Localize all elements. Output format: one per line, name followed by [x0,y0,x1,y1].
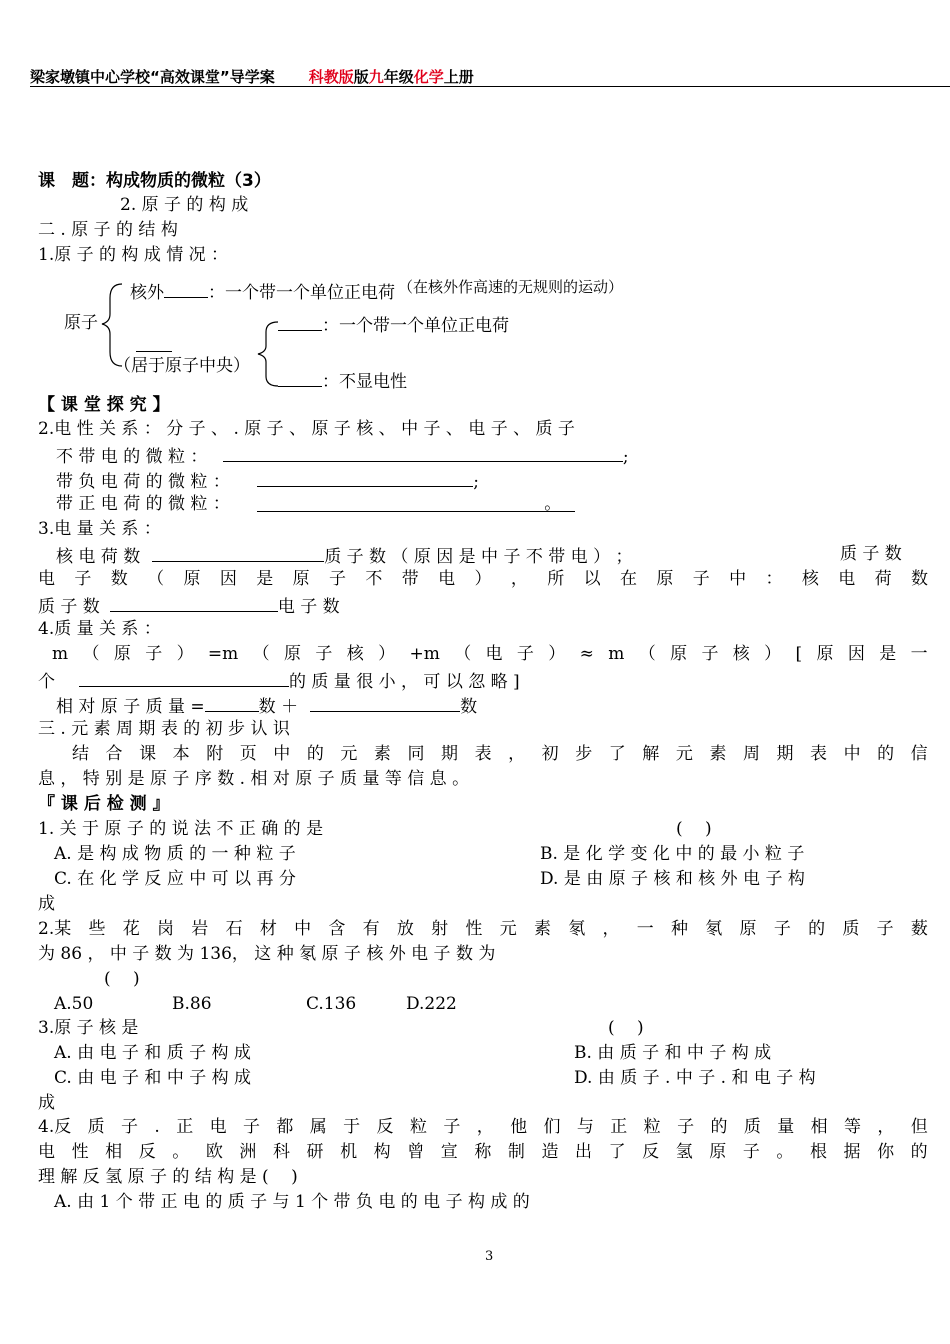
text-glyph: 相 [810,1117,828,1137]
text-glyph: （ [638,644,656,664]
text-glyph: 薮 [910,919,928,939]
header-edition-suffix: 版 [353,68,369,86]
text-glyph: 电 [838,569,856,589]
text-glyph: 子 [315,644,333,664]
text-glyph: 数 [911,569,928,589]
text-glyph: 与 [576,1117,594,1137]
text-glyph: 表 [810,744,828,764]
nucleus-note: （居于原子中央） [114,356,250,376]
text-glyph: 周 [742,744,760,764]
blank-electron [164,279,208,298]
text-glyph: ， [510,569,528,589]
text-glyph: 氡 [568,919,586,939]
text-glyph: 电 [38,569,55,589]
text-glyph: 岩 [191,919,209,939]
text-glyph: ） [764,644,782,664]
text-glyph: 的 [306,744,324,764]
text-glyph: 子 [773,919,791,939]
text-glyph: 以 [583,569,601,589]
text-glyph: 2.某 [38,919,72,939]
text-glyph: 4.反 [38,1117,72,1137]
neutron-desc: ：不显电性 [322,372,407,392]
t2-option-a[interactable]: A.50 [54,994,94,1014]
q3-line3 [38,593,340,618]
text-glyph: =m [207,644,239,664]
text-glyph: （ [82,644,100,664]
inner-brace [258,322,278,386]
text-glyph: 射 [431,919,449,939]
q4-num: 数 [460,697,478,717]
q4-line3 [56,693,477,718]
text-glyph: （ [252,644,270,664]
text-glyph: 出 [575,1142,592,1162]
text-glyph: 都 [276,1117,294,1137]
text-glyph: 些 [88,919,106,939]
q2-positive-label: 带 正 电 荷 的 微 粒 ： [56,494,230,514]
text-glyph: 数 [110,569,128,589]
text-glyph: 原 [183,569,201,589]
t2-option-b[interactable]: B.86 [172,994,212,1014]
text-glyph: 相 [105,1142,123,1162]
blank-positive [257,493,575,512]
q3-reason: 质 子 数 （ 原 因 是 中 子 不 带 电 ） ； [324,547,633,567]
text-glyph: 氡 [705,919,723,939]
neutron-row [278,368,407,393]
text-glyph: 期 [441,744,459,764]
q3-line1 [56,543,632,568]
text-glyph: 制 [507,1142,525,1162]
text-glyph: 的 [910,1142,928,1162]
q2-neutral-label: 不 带 电 的 微 粒 ： [56,447,208,467]
text-glyph: 解 [642,744,660,764]
t4-option-a[interactable]: A. 由 1 个 带 正 电 的 质 子 与 1 个 带 负 电 的 电 子 构 成 的 [54,1192,530,1212]
text-glyph: 子 [876,919,894,939]
proton-desc: ：一个带一个单位正电荷 [322,316,509,336]
q3-lead: 3.电 量 关 系 ： [38,519,161,539]
text-glyph: . [154,1117,160,1137]
blank-q3-a [152,543,324,562]
text-glyph: [ [795,644,803,664]
text-glyph: 性 [71,1142,89,1162]
text-glyph: 电 [485,644,503,664]
text-glyph: 你 [877,1142,895,1162]
t3-option-a[interactable]: A. 由 电 子 和 质 子 构 成 [54,1043,251,1063]
text-glyph: 中 [294,919,312,939]
text-glyph: ≈ [579,644,594,664]
text-glyph: 性 [465,919,483,939]
text-glyph: ， [476,1117,494,1137]
text-glyph: 质 [743,1117,761,1137]
text-glyph: 原 [113,644,131,664]
text-glyph: 同 [407,744,425,764]
blank-neutral [223,443,623,462]
q2-lead: 2.电 性 关 系 ： 分 子 、 . 原 子 、 原 子 核 、 中 子 、 电 子 、 质 子 [38,419,575,439]
text-glyph: 表 [474,744,492,764]
text-glyph: 信 [910,744,928,764]
q2-neutral [56,443,629,468]
text-glyph: 氢 [675,1142,693,1162]
t1-option-d[interactable]: D. 是 由 原 子 核 和 核 外 电 子 构 [540,869,805,889]
text-glyph: 粒 [409,1117,427,1137]
text-glyph: 素 [533,919,551,939]
text-glyph: 材 [259,919,277,939]
text-glyph: 含 [328,919,346,939]
q4-ge: 个 [38,672,55,692]
test-title: 『 课 后 检 测 』 [38,794,170,814]
text-glyph: 构 [373,1142,391,1162]
header-edition: 科教版 [308,68,354,86]
t2-answer-paren[interactable]: ( ) [104,969,140,989]
text-glyph: ： [765,569,783,589]
q4-reason: 的 质 量 很 小 ， 可 以 忽 略 ] [289,672,520,692]
header-school: 梁家墩镇中心学校“高效课堂”导学案 [30,68,275,86]
q3-electron-count: 电 子 数 [277,597,340,617]
text-glyph: 核 [732,644,750,664]
text-glyph: 的 [710,1117,728,1137]
text-glyph: m [52,644,69,664]
sub-title: 2. 原 子 的 构 成 [120,195,249,215]
t3-option-c[interactable]: C. 由 电 子 和 中 子 构 成 [54,1068,252,1088]
text-glyph: 素 [373,744,391,764]
text-glyph: ） [378,644,396,664]
outer-label: 核外 [130,283,164,303]
text-glyph: 据 [843,1142,861,1162]
text-glyph: 原 [816,644,834,664]
q3-proton: 质 子 数 [840,544,902,564]
q3-proton-count: 质 子 数 [38,597,100,617]
t2-option-c[interactable]: C.136 [306,994,357,1014]
text-glyph: 机 [340,1142,358,1162]
text-glyph: 步 [575,744,593,764]
t3-option-b[interactable]: B. 由 质 子 和 中 子 构 成 [574,1043,772,1063]
q4-plus: 数 ＋ [258,697,299,717]
text-glyph: 造 [541,1142,559,1162]
text-glyph: 中 [273,744,291,764]
text-glyph: 称 [474,1142,492,1162]
text-glyph: 根 [809,1142,827,1162]
text-glyph: +m [409,644,440,664]
text-glyph: 结 [72,744,89,764]
outer-brace [102,284,122,366]
text-glyph: 量 [777,1117,795,1137]
text-glyph: 因 [847,644,865,664]
text-glyph: 子 [443,1117,461,1137]
q2-negative-label: 带 负 电 荷 的 微 粒 ： [56,472,230,492]
text-glyph: 原 [709,1142,727,1162]
blank-nucleus [136,333,172,352]
text-glyph: 因 [219,569,237,589]
text-glyph: 子 [329,569,346,589]
text-glyph: 电 [209,1117,227,1137]
t1-option-a[interactable]: A. 是 构 成 物 质 的 一 种 粒 子 [54,844,296,864]
text-glyph: 附 [206,744,224,764]
text-glyph: 反 [642,1142,660,1162]
text-glyph: 子 [145,644,163,664]
text-glyph: 元 [675,744,693,764]
periodic-line1 [72,743,928,765]
text-glyph: 子 [677,1117,695,1137]
electron-row [130,279,395,304]
text-glyph: 的 [877,744,895,764]
text-glyph: 于 [343,1117,361,1137]
text-glyph: 合 [105,744,123,764]
blank-q3-b [110,593,278,612]
page-number: 3 [485,1249,494,1264]
text-glyph: 素 [709,744,727,764]
text-glyph: 岗 [157,919,175,939]
text-glyph: 欧 [205,1142,223,1162]
text-glyph: ， [602,919,620,939]
text-glyph: 元 [340,744,358,764]
t3-option-d[interactable]: D. 由 质 子 . 中 子 . 和 电 子 构 [574,1068,816,1088]
header-grade-num: 九 [368,68,384,86]
header-subject: 化学 [413,68,444,86]
text-glyph: 不 [365,569,383,589]
text-glyph: 电 [38,1142,55,1162]
electron-motion-note: （在核外作高速的无规则的运动） [398,278,624,296]
text-glyph: 原 [284,644,302,664]
text-glyph: ， [508,744,526,764]
blank-neutron [278,368,322,387]
text-glyph: 了 [608,744,626,764]
text-glyph: 花 [122,919,140,939]
t1-option-d-cont: 成 [38,894,55,914]
text-glyph: 了 [608,1142,626,1162]
text-glyph: 属 [309,1117,327,1137]
text-glyph: 的 [808,919,826,939]
blank-q4-b [205,693,259,712]
q2-neutral-end: ; [622,447,629,467]
t2-line2: 为 86 ， 中 子 数 为 136， 这 种 氡 原 子 核 外 电 子 数 为 [38,944,496,964]
text-glyph: 石 [225,919,243,939]
text-glyph: ） [176,644,194,664]
q4-line1 [52,643,928,665]
text-glyph: 元 [499,919,517,939]
t3-question: 3.原 子 核 是 [38,1018,139,1038]
text-glyph: （ [454,644,472,664]
text-glyph: ） [474,569,492,589]
text-glyph: 在 [620,569,637,589]
text-glyph: 所 [547,569,565,589]
text-glyph: ） [548,644,566,664]
text-glyph: 但 [910,1117,928,1137]
text-glyph: 宣 [440,1142,458,1162]
text-glyph: 科 [272,1142,290,1162]
t3-option-d-cont: 成 [38,1093,55,1113]
text-glyph: （ [147,569,165,589]
text-glyph: 一 [910,644,928,664]
t2-line1 [38,918,928,940]
text-glyph: 原 [292,569,310,589]
text-glyph: 正 [176,1117,194,1137]
text-glyph: 们 [543,1117,561,1137]
q3-line2 [38,568,928,590]
text-glyph: 放 [396,919,414,939]
text-glyph: 子 [742,1142,760,1162]
q4-line2 [38,668,520,693]
atom-label: 原子 [64,313,98,333]
text-glyph: 是 [879,644,897,664]
text-glyph: ， [877,1117,895,1137]
text-glyph: 原 [670,644,688,664]
text-glyph: 曾 [407,1142,425,1162]
explore-title: 【 课 堂 探 究 】 [38,395,170,415]
t1-option-b[interactable]: B. 是 化 学 变 化 中 的 最 小 粒 子 [540,844,805,864]
text-glyph: 。 [172,1142,190,1162]
text-glyph: 带 [401,569,419,589]
t4-line3: 理 解 反 氢 原 子 的 结 构 是 ( ) [38,1167,298,1187]
electron-desc: ：一个带一个单位正电荷 [208,283,395,303]
t1-question: 1. 关 于 原 子 的 说 法 不 正 确 的 是 [38,819,324,839]
blank-q4-a [79,668,289,687]
text-glyph: 反 [138,1142,156,1162]
t1-option-c[interactable]: C. 在 化 学 反 应 中 可 以 再 分 [54,869,296,889]
text-glyph: 正 [610,1117,628,1137]
text-glyph: 子 [516,644,534,664]
text-glyph: 原 [739,919,757,939]
text-glyph: 电 [438,569,456,589]
header-grade: 年级 [383,68,414,86]
lesson-title: 课 题：构成物质的微粒（3） [38,171,271,191]
blank-proton [278,312,322,331]
text-glyph: 期 [776,744,794,764]
q4-relative-mass: 相 对 原 子 质 量 = [56,697,205,717]
text-glyph: 洲 [239,1142,257,1162]
t1-answer-paren[interactable]: ( ) [676,819,712,839]
text-glyph: 质 [87,1117,105,1137]
text-glyph: 质 [842,919,860,939]
text-glyph: 他 [510,1117,528,1137]
text-glyph: 。 [776,1142,794,1162]
q2-negative-end: ; [473,472,479,492]
text-glyph: m [608,644,625,664]
blank-q4-c [310,693,460,712]
text-glyph: 荷 [874,569,892,589]
proton-row [278,312,509,337]
text-glyph: 子 [121,1117,139,1137]
text-glyph: 子 [74,569,92,589]
periodic-line2: 息 ， 特 别 是 原 子 序 数 . 相 对 原 子 质 量 等 信 息 。 [38,769,470,789]
text-glyph: 本 [172,744,190,764]
item-one-heading: 1.原 子 的 构 成 情 况 ： [38,245,229,265]
t3-answer-paren[interactable]: ( ) [608,1018,644,1038]
text-glyph: 核 [346,644,364,664]
q2-negative [56,468,479,493]
q4-lead: 4.质 量 关 系 ： [38,619,161,639]
text-glyph: 等 [844,1117,862,1137]
header-volume: 上册 [443,68,474,86]
q2-positive [56,493,575,515]
q2-positive-end: 。 [544,494,562,514]
text-glyph: 研 [306,1142,324,1162]
t4-line1 [38,1116,928,1138]
text-glyph: 子 [701,644,719,664]
text-glyph: 子 [692,569,710,589]
text-glyph: 原 [656,569,674,589]
text-glyph: 核 [801,569,819,589]
text-glyph: 种 [671,919,689,939]
text-glyph: 课 [139,744,157,764]
t4-line2 [38,1141,928,1163]
text-glyph: 是 [256,569,274,589]
text-glyph: 一 [636,919,654,939]
text-glyph: 中 [843,744,861,764]
section-three-heading: 三 . 元 素 周 期 表 的 初 步 认 识 [38,719,290,739]
text-glyph: 粒 [643,1117,661,1137]
text-glyph: 初 [541,744,559,764]
text-glyph: 页 [239,744,257,764]
q3-charge: 核 电 荷 数 [56,547,141,567]
text-glyph: 反 [376,1117,394,1137]
text-glyph: 子 [242,1117,260,1137]
t2-option-d[interactable]: D.222 [406,994,457,1014]
text-glyph: 有 [362,919,380,939]
blank-negative [257,468,473,487]
section-two-heading: 二 . 原 子 的 结 构 [38,220,178,240]
text-glyph: 中 [729,569,747,589]
